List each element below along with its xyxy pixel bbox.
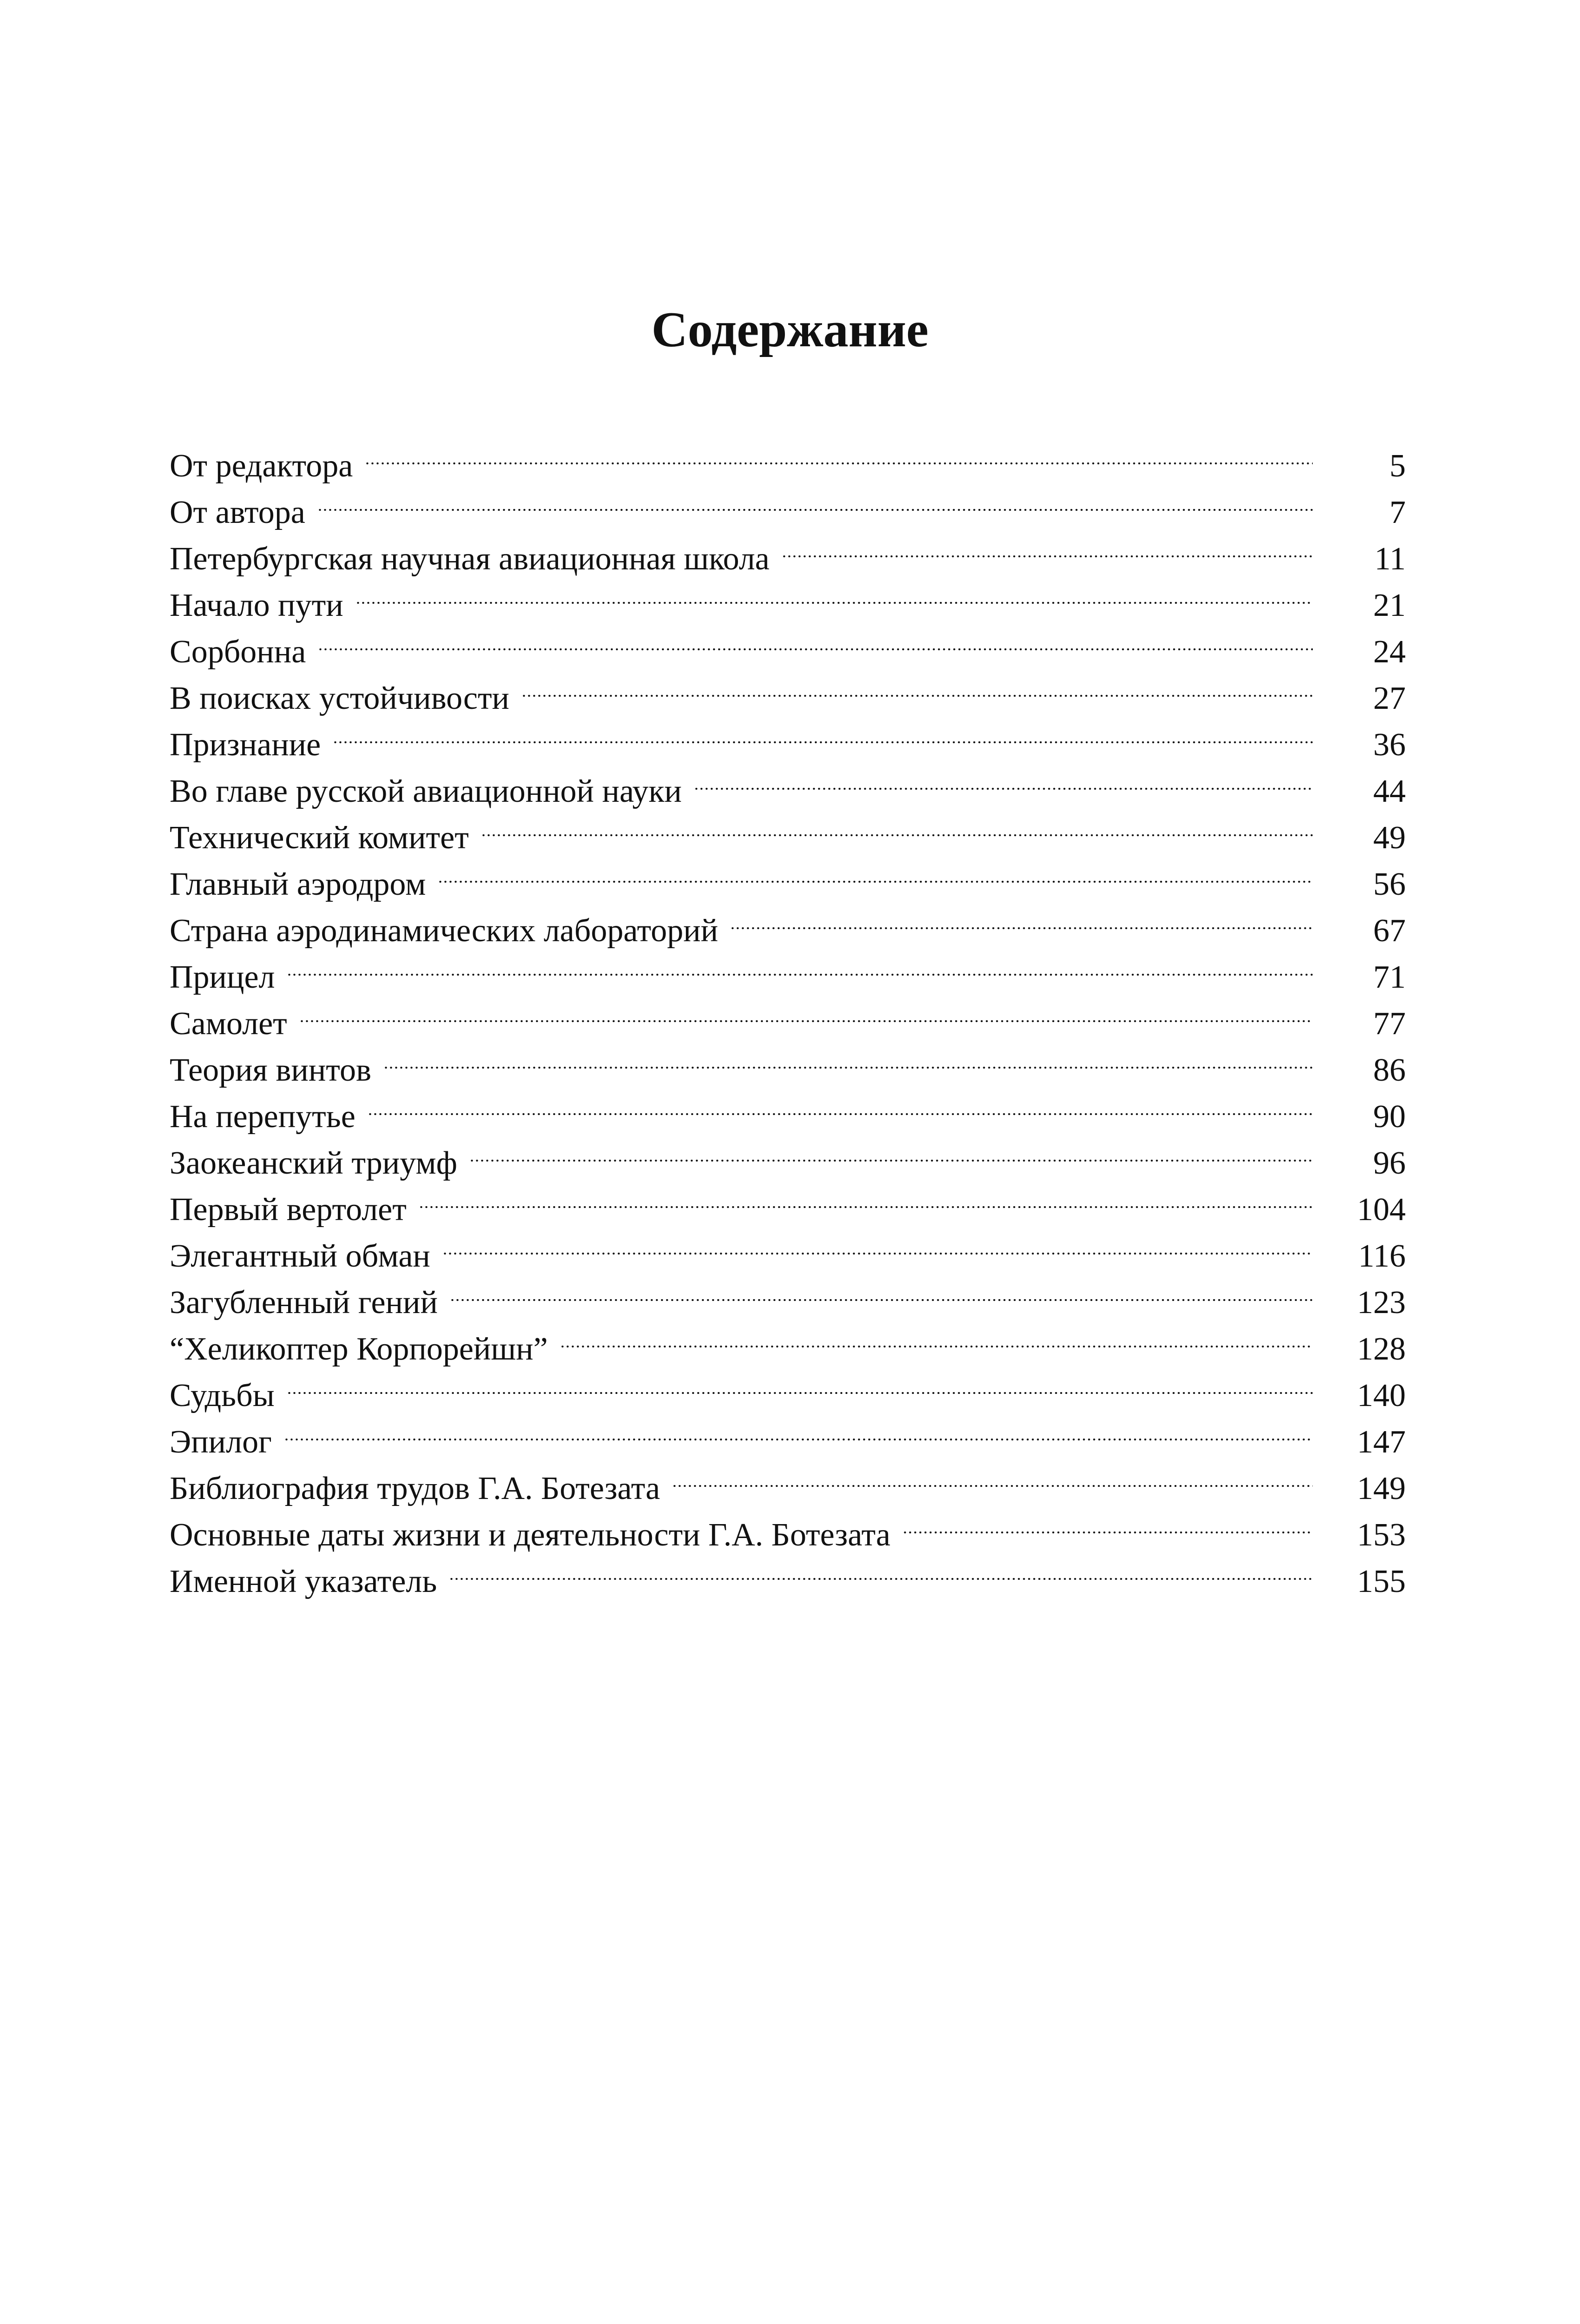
dot-leader bbox=[902, 1499, 1313, 1545]
toc-entry-title: Первый вертолет bbox=[170, 1192, 407, 1228]
toc-entry-title: Во главе русской авиационной науки bbox=[170, 773, 682, 809]
toc-entry-title: От редактора bbox=[170, 448, 353, 484]
toc-entry-title: Эпилог bbox=[170, 1424, 272, 1460]
toc-entry-page-number: 153 bbox=[1357, 1517, 1406, 1553]
toc-entry bbox=[170, 1174, 1406, 1228]
toc-entry bbox=[170, 1545, 1406, 1599]
toc-entry bbox=[170, 755, 1406, 809]
dot-leader bbox=[365, 430, 1313, 476]
page-title: Содержание bbox=[651, 302, 929, 357]
toc-entry bbox=[170, 941, 1406, 995]
dot-leader bbox=[450, 1267, 1313, 1313]
dot-leader bbox=[481, 802, 1313, 848]
toc-entry-page-number: 147 bbox=[1357, 1424, 1406, 1460]
toc-entry-title: Судьбы bbox=[170, 1378, 275, 1413]
dot-leader bbox=[317, 476, 1313, 523]
toc-entry-page-number: 149 bbox=[1357, 1471, 1406, 1506]
dot-leader bbox=[383, 1034, 1313, 1081]
dot-leader bbox=[694, 755, 1313, 802]
toc-entry-title: Библиография трудов Г.А. Ботезата bbox=[170, 1471, 660, 1506]
toc-entry-page-number: 104 bbox=[1357, 1192, 1406, 1228]
toc-entry-page-number: 11 bbox=[1374, 541, 1406, 577]
dot-leader bbox=[672, 1452, 1313, 1499]
toc-entry-title: Именной указатель bbox=[170, 1564, 437, 1599]
dot-leader bbox=[333, 709, 1313, 755]
toc-entry-page-number: 77 bbox=[1373, 1006, 1406, 1042]
toc-entry bbox=[170, 1127, 1406, 1181]
toc-entry-title: Заокеанский триумф bbox=[170, 1145, 457, 1181]
toc-entry bbox=[170, 1034, 1406, 1088]
dot-leader bbox=[438, 848, 1313, 895]
toc-entry bbox=[170, 1267, 1406, 1320]
toc-entry-page-number: 140 bbox=[1357, 1378, 1406, 1413]
toc-entry-page-number: 56 bbox=[1373, 866, 1406, 902]
toc-entry-title: Страна аэродинамических лабораторий bbox=[170, 913, 718, 949]
toc-entry-title: Главный аэродром bbox=[170, 866, 426, 902]
toc-entry-page-number: 21 bbox=[1373, 588, 1406, 623]
dot-leader bbox=[782, 523, 1313, 569]
toc-entry bbox=[170, 988, 1406, 1042]
toc-entry-page-number: 71 bbox=[1373, 959, 1406, 995]
toc-entry bbox=[170, 802, 1406, 856]
toc-entry-page-number: 67 bbox=[1373, 913, 1406, 949]
toc-entry bbox=[170, 569, 1406, 623]
toc-entry-page-number: 116 bbox=[1358, 1238, 1406, 1274]
toc-entry-title: Сорбонна bbox=[170, 634, 306, 670]
toc-entry-title: Основные даты жизни и деятельности Г.А. Ботезата bbox=[170, 1517, 891, 1553]
toc-entry-page-number: 7 bbox=[1389, 495, 1406, 530]
dot-leader bbox=[469, 1127, 1313, 1174]
dot-leader bbox=[442, 1220, 1313, 1267]
toc-entry-page-number: 96 bbox=[1373, 1145, 1406, 1181]
toc-entry-title: Самолет bbox=[170, 1006, 287, 1042]
toc-entry-page-number: 49 bbox=[1373, 820, 1406, 856]
toc-entry-page-number: 24 bbox=[1373, 634, 1406, 670]
toc-entry bbox=[170, 1081, 1406, 1135]
dot-leader bbox=[560, 1313, 1313, 1360]
toc-entry bbox=[170, 616, 1406, 670]
toc-entry-page-number: 5 bbox=[1389, 448, 1406, 484]
dot-leader bbox=[356, 569, 1313, 616]
toc-entry bbox=[170, 430, 1406, 484]
dot-leader bbox=[521, 662, 1313, 709]
toc-entry bbox=[170, 1406, 1406, 1460]
toc-entry bbox=[170, 662, 1406, 716]
toc-entry-page-number: 128 bbox=[1357, 1331, 1406, 1367]
table-of-contents bbox=[170, 430, 1406, 1599]
dot-leader bbox=[287, 1360, 1313, 1406]
toc-entry-page-number: 27 bbox=[1373, 680, 1406, 716]
toc-entry-title: Технический комитет bbox=[170, 820, 469, 856]
toc-entry-title: На перепутье bbox=[170, 1099, 356, 1135]
toc-entry bbox=[170, 1360, 1406, 1413]
toc-entry-title: Элегантный обман bbox=[170, 1238, 430, 1274]
dot-leader bbox=[318, 616, 1313, 662]
toc-entry-page-number: 86 bbox=[1373, 1052, 1406, 1088]
toc-entry-title: Петербургская научная авиационная школа bbox=[170, 541, 770, 577]
dot-leader bbox=[287, 941, 1313, 988]
toc-entry-title: В поисках устойчивости bbox=[170, 680, 510, 716]
toc-entry-title: Загубленный гений bbox=[170, 1285, 438, 1320]
toc-entry-title: Прицел bbox=[170, 959, 275, 995]
toc-entry-page-number: 44 bbox=[1373, 773, 1406, 809]
toc-entry bbox=[170, 523, 1406, 577]
dot-leader bbox=[284, 1406, 1313, 1452]
toc-entry bbox=[170, 895, 1406, 949]
toc-entry bbox=[170, 1499, 1406, 1553]
dot-leader bbox=[449, 1545, 1313, 1592]
toc-entry bbox=[170, 1313, 1406, 1367]
dot-leader bbox=[730, 895, 1313, 941]
toc-entry-page-number: 36 bbox=[1373, 727, 1406, 763]
toc-entry-page-number: 155 bbox=[1357, 1564, 1406, 1599]
toc-entry-title: “Хеликоптер Корпорейшн” bbox=[170, 1331, 548, 1367]
toc-entry bbox=[170, 1452, 1406, 1506]
toc-entry bbox=[170, 709, 1406, 763]
toc-entry bbox=[170, 476, 1406, 530]
toc-entry-page-number: 123 bbox=[1357, 1285, 1406, 1320]
toc-entry-title: Признание bbox=[170, 727, 321, 763]
toc-entry-title: Теория винтов bbox=[170, 1052, 372, 1088]
dot-leader bbox=[368, 1081, 1313, 1127]
toc-entry bbox=[170, 848, 1406, 902]
toc-entry-title: Начало пути bbox=[170, 588, 343, 623]
dot-leader bbox=[299, 988, 1313, 1034]
toc-entry-page-number: 90 bbox=[1373, 1099, 1406, 1135]
toc-entry bbox=[170, 1220, 1406, 1274]
dot-leader bbox=[419, 1174, 1313, 1220]
toc-entry-title: От автора bbox=[170, 495, 305, 530]
